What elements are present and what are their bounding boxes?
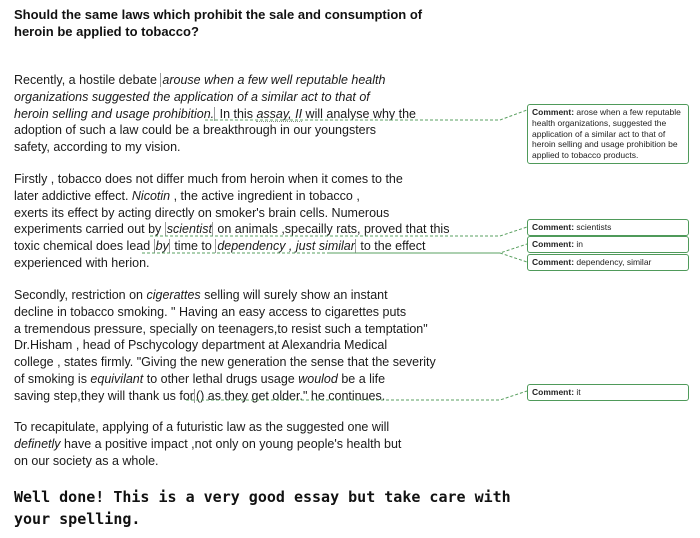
highlighted-text: equivilant xyxy=(90,371,144,386)
line: Firstly , tobacco does not differ much from heroin when it comes to the xyxy=(14,172,403,186)
text-run: will analyse why the xyxy=(302,106,417,121)
highlighted-text: dependency , just similar xyxy=(217,239,355,254)
highlighted-text: woulod xyxy=(298,371,338,386)
text-run: on animals ,specailly rats, proved that this xyxy=(213,222,450,237)
comment-text: arose when a few reputable health organizations, suggested the application of a similar act to that of heroin selling and usage prohibition be applied to tobacco products. xyxy=(532,107,681,161)
comment-balloon[interactable] xyxy=(527,254,689,271)
connector-line xyxy=(150,227,527,236)
comment-balloon[interactable] xyxy=(527,104,689,164)
line: a tremendous pressure, specially on teenagers,to resist such a temptation" xyxy=(14,321,428,336)
comment-balloon[interactable] xyxy=(527,219,689,236)
line: To recapitulate, applying of a futuristic law as the suggested one will xyxy=(14,420,390,434)
highlighted-text: scientist xyxy=(166,222,212,237)
line: Dr.Hisham , head of Pschycology department at Alexandria Medical xyxy=(14,338,388,353)
comment-label: Comment: xyxy=(532,107,575,117)
text-run: Recently, a hostile debate xyxy=(14,73,161,87)
highlighted-text: arouse when a few well reputable health xyxy=(162,73,386,87)
line: exerts its effect by acting directly on smoker's brain cells. Numerous xyxy=(14,205,390,220)
comment-text: in xyxy=(576,239,584,249)
text-run: to other lethal drugs usage xyxy=(143,371,299,386)
highlighted-text: cigerattes xyxy=(146,288,201,302)
line: on our society as a whole. xyxy=(14,453,159,468)
text-run: toxic chemical does lead xyxy=(14,239,154,254)
text-run: , the active ingredient in tobacco , xyxy=(170,188,360,203)
text-run: as they get older." he continues. xyxy=(204,388,386,403)
comment-label: Comment: xyxy=(532,257,575,267)
text-run: In this xyxy=(216,106,257,121)
line: safety, according to my vision. xyxy=(14,140,181,155)
highlighted-text: definetly xyxy=(14,436,61,451)
text-run: experiments carried out by xyxy=(14,222,165,237)
text-run: Secondly, restriction on xyxy=(14,288,147,302)
feedback-line: Well done! This is a very good essay but take care with xyxy=(14,488,511,506)
comment-balloon[interactable] xyxy=(527,384,689,401)
text-run: of smoking is xyxy=(14,371,91,386)
comment-text: dependency, similar xyxy=(576,257,652,267)
line: organizations suggested the application of a similar act to that of xyxy=(14,89,370,104)
highlighted-text: heroin selling and usage prohibition. xyxy=(14,106,215,121)
essay-title: Should the same laws which prohibit the sale and consumption of heroin be applied to tobacco? xyxy=(14,7,423,39)
text-run: time to xyxy=(170,239,216,254)
line: college , states firmly. "Giving the new generation the sense that the severity xyxy=(14,355,436,370)
feedback-line: your spelling. xyxy=(14,510,141,528)
comment-label: Comment: xyxy=(532,387,575,397)
comment-balloon[interactable] xyxy=(527,236,689,253)
highlighted-text: assay, II xyxy=(256,106,303,121)
text-run: saving step,they will thank us for xyxy=(14,388,194,403)
comment-label: Comment: xyxy=(532,239,575,249)
text-run: to the effect xyxy=(356,239,426,254)
connector-line xyxy=(330,253,527,262)
highlighted-text: by xyxy=(155,239,169,254)
connector-line xyxy=(142,244,527,253)
connector-line xyxy=(205,110,527,120)
text-run: selling will surely show an instant xyxy=(200,288,388,302)
text-run: have a positive impact ,not only on young people's health but xyxy=(60,436,402,451)
line: experienced with herion. xyxy=(14,255,150,270)
highlighted-text: () xyxy=(195,388,205,403)
connector-line xyxy=(186,391,527,400)
comment-label: Comment: xyxy=(532,222,575,232)
text-run: later addictive effect. xyxy=(14,188,132,203)
comment-text: scientists xyxy=(576,222,612,232)
text-run: be a life xyxy=(337,371,386,386)
line: decline in tobacco smoking. " Having an easy access to cigarettes puts xyxy=(14,304,407,319)
comment-text: it xyxy=(576,387,581,397)
line: adoption of such a law could be a breakthrough in our youngsters xyxy=(14,123,377,138)
highlighted-text: Nicotin xyxy=(131,188,171,203)
